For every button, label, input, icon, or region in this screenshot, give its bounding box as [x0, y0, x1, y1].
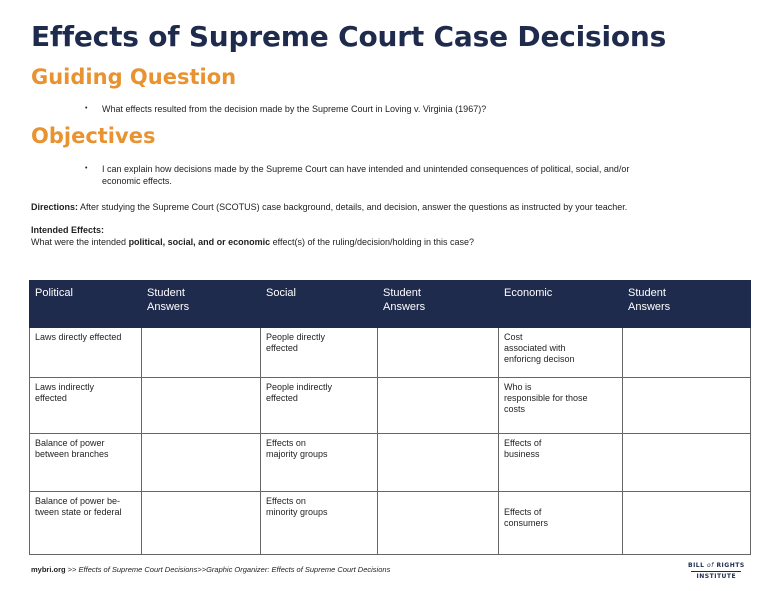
footer-breadcrumb [31, 565, 390, 574]
logo-line-2: INSTITUTE [696, 573, 737, 580]
intended-effects-label: Intended Effects: [31, 225, 105, 235]
table-row [30, 378, 751, 434]
economic-criterion: Effects of consumers [499, 492, 623, 555]
bullet-icon: • [85, 165, 88, 172]
social-criterion: Effects on majority groups [261, 434, 378, 492]
objective-line-2: economic effects. [102, 176, 172, 186]
objective-line-1: I can explain how decisions made by the Supreme Court can have intended and unintended consequences of political, social, and/or [102, 164, 630, 174]
directions [31, 201, 751, 213]
intended-effects-question: What were the intended political, social, and or economic effect(s) of the ruling/decision/holding in this case? [31, 237, 475, 247]
directions-text: After studying the Supreme Court (SCOTUS) case background, details, and decision, answer the questions as instructed by your teacher. [78, 202, 628, 212]
directions-label: Directions: [31, 202, 79, 212]
footer-path: >> Effects of Supreme Court Decisions>>Graphic Organizer: Effects of Supreme Court Decisions [65, 565, 391, 574]
political-criterion: Balance of power be- tween state or federal [30, 492, 142, 555]
answer-cell[interactable] [378, 492, 499, 555]
intended-effects [31, 224, 751, 248]
header-student-answers: Student Answers [378, 281, 499, 328]
guiding-question-text: What effects resulted from the decision made by the Supreme Court in Loving v. Virginia (1967)? [102, 104, 487, 114]
page-title: Effects of Supreme Court Case Decisions [31, 20, 667, 53]
answer-cell[interactable] [378, 378, 499, 434]
answer-cell[interactable] [623, 434, 751, 492]
logo-divider [691, 571, 741, 572]
header-economic: Economic [499, 281, 623, 328]
guiding-question-heading: Guiding Question [31, 65, 237, 89]
social-criterion: Effects on minority groups [261, 492, 378, 555]
answer-cell[interactable] [142, 434, 261, 492]
answer-cell[interactable] [142, 492, 261, 555]
bullet-icon: • [85, 105, 88, 112]
answer-cell[interactable] [378, 434, 499, 492]
logo-line-1: BILL of RIGHTS [688, 562, 745, 569]
answer-cell[interactable] [378, 328, 499, 378]
header-student-answers: Student Answers [142, 281, 261, 328]
header-political: Political [30, 281, 142, 328]
header-social: Social [261, 281, 378, 328]
answer-cell[interactable] [142, 378, 261, 434]
answer-cell[interactable] [142, 328, 261, 378]
answer-cell[interactable] [623, 492, 751, 555]
table-row [30, 492, 751, 555]
objectives-heading: Objectives [31, 124, 156, 148]
bill-of-rights-institute-logo [688, 562, 745, 581]
social-criterion: People directly effected [261, 328, 378, 378]
economic-criterion: Who is responsible for those costs [499, 378, 623, 434]
table-row [30, 328, 751, 378]
effects-table [29, 280, 751, 555]
answer-cell[interactable] [623, 378, 751, 434]
political-criterion: Laws indirectly effected [30, 378, 142, 434]
political-criterion: Laws directly effected [30, 328, 142, 378]
economic-criterion: Effects of business [499, 434, 623, 492]
social-criterion: People indirectly effected [261, 378, 378, 434]
table-header-row [30, 281, 751, 328]
footer-site-link[interactable]: mybri.org [31, 565, 66, 574]
answer-cell[interactable] [623, 328, 751, 378]
economic-criterion: Cost associated with enforicng decison [499, 328, 623, 378]
table-row [30, 434, 751, 492]
objective-text [102, 163, 702, 187]
header-student-answers: Student Answers [623, 281, 751, 328]
political-criterion: Balance of power between branches [30, 434, 142, 492]
